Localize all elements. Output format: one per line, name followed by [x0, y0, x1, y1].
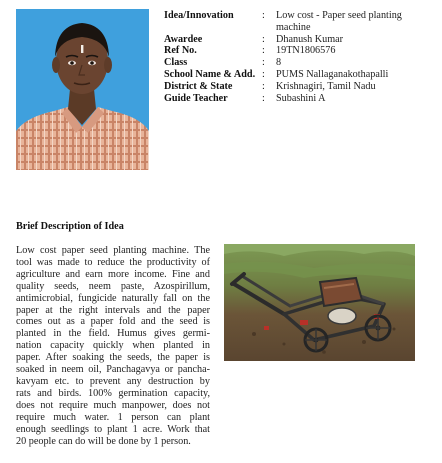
info-value: Subashini A [276, 92, 326, 104]
description-line: tool was made to reduce the productivity of [16, 256, 210, 268]
info-separator: : [262, 10, 265, 21]
info-value: PUMS Nallaganakothapalli [276, 68, 389, 80]
info-row-idea [164, 10, 436, 34]
info-label: Class [164, 57, 188, 69]
info-row-awardee [164, 34, 436, 46]
info-separator: : [262, 92, 265, 104]
info-value: Dhanush Kumar [276, 33, 344, 45]
info-separator: : [262, 68, 265, 80]
info-row-district [164, 81, 436, 93]
info-label: Ref No. [164, 45, 197, 57]
description-line: 20 people can do will be done by 1 person. [16, 435, 191, 447]
description-line: enough seedlings to plant 1 acre. Work that [16, 423, 210, 435]
awardee-photo [16, 9, 149, 170]
description-line: agriculture and earn more income. Fine and [16, 268, 210, 280]
description-line: antimicrobial, fungicide naturally fall on the [16, 292, 210, 304]
idea-description [16, 245, 210, 447]
seed-planting-machine-image [224, 244, 415, 361]
info-value: 8 [276, 57, 282, 69]
portrait-image [16, 9, 149, 170]
description-line: paper. After soaking the seeds, the paper is [16, 352, 210, 364]
info-row-class [164, 57, 436, 69]
description-line: comes out as a paper fold and the seed is [16, 316, 210, 328]
info-label: School Name & Add. [164, 68, 256, 80]
info-label: Awardee [164, 33, 203, 45]
info-separator: : [262, 80, 265, 92]
info-value: 19TN1806576 [276, 45, 336, 57]
description-line: require much water. 1 person can plant [16, 411, 210, 423]
description-line: kavyam etc. to prevent any destruction by [16, 375, 210, 387]
info-label: Idea/Innovation [164, 10, 234, 21]
awardee-info-table [164, 10, 436, 104]
info-label: Guide Teacher [164, 92, 228, 104]
section-title: Brief Description of Idea [16, 221, 124, 232]
description-line: soaked in neem oil, Panchagavya or pancha- [16, 364, 210, 376]
description-line: rats and birds. 100% germination capacity, [16, 387, 210, 399]
description-line: paper at the right intervals and the paper [16, 304, 210, 316]
info-row-ref [164, 45, 436, 57]
info-separator: : [262, 57, 265, 69]
info-value: Low cost - Paper seed planting machine [276, 10, 402, 33]
machine-photo [224, 244, 415, 361]
info-value: Krishnagiri, Tamil Nadu [276, 80, 376, 92]
info-row-guide [164, 93, 436, 105]
description-line: does not require much manpower, does not [16, 399, 210, 411]
info-row-school [164, 69, 436, 81]
description-line: Low cost paper seed planting machine. The [16, 245, 210, 256]
description-line: nation capacity quickly when planted in [16, 340, 210, 352]
info-separator: : [262, 45, 265, 57]
info-label: District & State [164, 80, 233, 92]
description-line: quality seeds, neem paste, Azospirillum, [16, 280, 210, 292]
info-separator: : [262, 33, 265, 45]
description-line: planted in the field. Humus gives germi- [16, 328, 210, 340]
